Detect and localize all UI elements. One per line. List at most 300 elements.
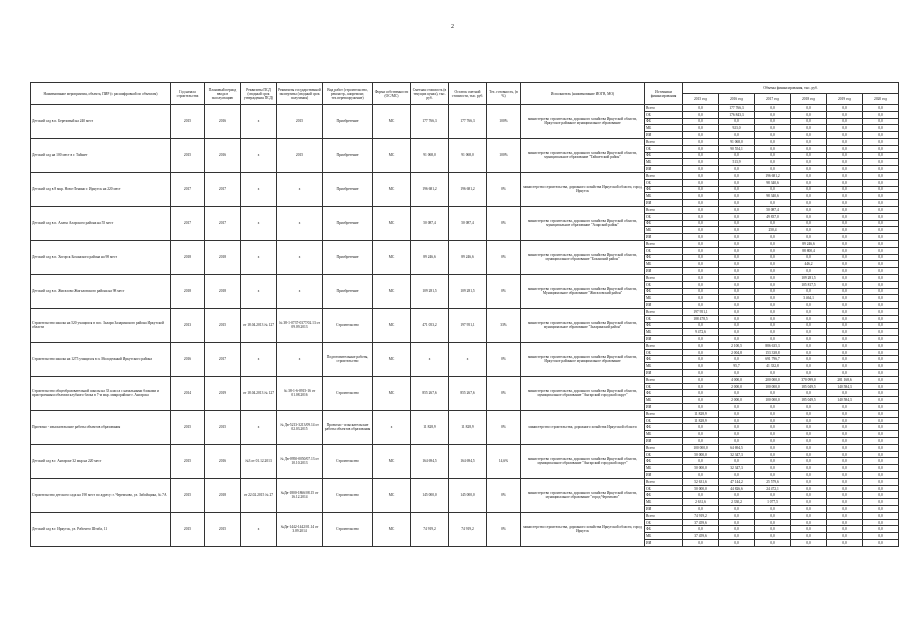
funding-value: 0,0 xyxy=(755,166,791,173)
work-type: Приобретение xyxy=(323,172,373,206)
funding-value: 0,0 xyxy=(791,268,827,275)
funding-value: 0,0 xyxy=(791,512,827,519)
funding-value: 0,0 xyxy=(791,444,827,451)
funding-value: 0,0 xyxy=(827,172,863,179)
funding-value: 0,0 xyxy=(719,492,755,499)
work-type: Подготовительные работы, строительство xyxy=(323,342,373,376)
funding-source: ОБ xyxy=(645,179,683,186)
funding-value: 0,0 xyxy=(755,159,791,166)
funding-value: 11 828,9 xyxy=(683,417,719,424)
funding-value: 0,0 xyxy=(719,213,755,220)
funding-value: 0,0 xyxy=(827,458,863,465)
funding-value: 0,0 xyxy=(755,444,791,451)
funding-value: 0,0 xyxy=(755,410,791,417)
funding-value: 0,0 xyxy=(755,118,791,125)
funding-value: 0,0 xyxy=(755,540,791,547)
funding-value: 0,0 xyxy=(791,492,827,499)
object-name: Детский сад в г. Ангарске 32 мкр на 220 мест xyxy=(31,444,171,478)
funding-value: 0,0 xyxy=(683,240,719,247)
remaining-cost: 855 267,6 xyxy=(449,376,487,410)
funding-source: Всего xyxy=(645,138,683,145)
funding-value: 0,0 xyxy=(863,336,899,343)
funding-value: 0,0 xyxy=(863,254,899,261)
funding-value: 0,0 xyxy=(791,410,827,417)
funding-value: 2 004,8 xyxy=(719,349,755,356)
commission-period: 2015 xyxy=(205,512,241,546)
funding-source: ИИ xyxy=(645,234,683,241)
funding-value: 0,0 xyxy=(863,458,899,465)
object-name: Детский сад в 8 мкр. Ново-Ленино г. Иркутск на 220 мест xyxy=(31,172,171,206)
funding-value: 0,0 xyxy=(827,506,863,513)
work-type: Строительство xyxy=(323,376,373,410)
funding-value: 0,0 xyxy=(863,132,899,139)
funding-value: 1 077,5 xyxy=(755,499,791,506)
funding-value: 0,0 xyxy=(863,540,899,547)
funding-value: 0,0 xyxy=(791,227,827,234)
funding-value: 0,0 xyxy=(755,261,791,268)
funding-value: 0,0 xyxy=(683,138,719,145)
funding-value: 185 049,5 xyxy=(791,383,827,390)
funding-source: ОБ xyxy=(645,145,683,152)
funding-value: 41 332,8 xyxy=(755,363,791,370)
executor: министерство строительства, дорожного хозяйства Иркутской области, муниципальное образование "Ангарский городской округ" xyxy=(521,444,645,478)
funding-value: 0,0 xyxy=(683,111,719,118)
funding-value: 0,0 xyxy=(863,431,899,438)
estimated-cost: 471 053,2 xyxy=(411,308,449,342)
remaining-cost: 196 681,2 xyxy=(449,172,487,206)
funding-value: 0,0 xyxy=(863,186,899,193)
funding-value: 0,0 xyxy=(863,172,899,179)
funding-value: 0,0 xyxy=(827,281,863,288)
funding-value: 0,0 xyxy=(755,308,791,315)
funding-value: 0,0 xyxy=(827,193,863,200)
funding-value: 0,0 xyxy=(719,193,755,200)
funding-value: 0,0 xyxy=(791,254,827,261)
funding-value: 0,0 xyxy=(719,526,755,533)
readiness: 100% xyxy=(487,138,521,172)
funding-value: 0,0 xyxy=(863,349,899,356)
start-year: 2017 xyxy=(171,172,205,206)
work-type: Приобретение xyxy=(323,274,373,308)
readiness: 0% xyxy=(487,274,521,308)
funding-value: 0,0 xyxy=(683,227,719,234)
funding-value: 0,0 xyxy=(863,451,899,458)
funding-source: ОБ xyxy=(645,349,683,356)
funding-value: 0,0 xyxy=(683,159,719,166)
funding-value: 370 099,0 xyxy=(791,376,827,383)
funding-value: 0,0 xyxy=(863,404,899,411)
funding-value: 0,0 xyxy=(863,247,899,254)
funding-value: 0,0 xyxy=(755,438,791,445)
col-header-cost: Сметная стоимость (в текущих ценах), тыс. руб. xyxy=(411,83,449,105)
ownership: МС xyxy=(373,444,411,478)
object-name: Строительство детского сада на 190 мест по адресу: г. Черемхово, ул. Забойщика, № 7А xyxy=(31,478,171,512)
funding-value: 0,0 xyxy=(863,417,899,424)
col-header-year: 2017 год xyxy=(755,94,791,105)
funding-value: 0,0 xyxy=(791,336,827,343)
funding-value: 50 000,0 xyxy=(683,465,719,472)
table-row xyxy=(31,274,899,281)
funding-value: 3 464,1 xyxy=(791,295,827,302)
funding-value: 0,0 xyxy=(863,315,899,322)
funding-value: 0,0 xyxy=(755,519,791,526)
funding-value: 0,0 xyxy=(683,404,719,411)
funding-value: 0,0 xyxy=(827,499,863,506)
funding-value: 0,0 xyxy=(719,410,755,417)
funding-value: 0,0 xyxy=(827,295,863,302)
col-header-year: 2020 год xyxy=(863,94,899,105)
funding-value: 0,0 xyxy=(791,390,827,397)
funding-value: 250,4 xyxy=(755,227,791,234)
funding-value: 0,0 xyxy=(827,431,863,438)
funding-value: 0,0 xyxy=(719,152,755,159)
funding-value: 0,0 xyxy=(791,424,827,431)
funding-value: 0,0 xyxy=(719,132,755,139)
funding-value: 0,0 xyxy=(827,478,863,485)
funding-value: 24 472,1 xyxy=(755,485,791,492)
funding-source: ФБ xyxy=(645,526,683,533)
remaining-cost: 197 951,1 xyxy=(449,308,487,342)
funding-source: ИИ xyxy=(645,404,683,411)
funding-source: ОБ xyxy=(645,281,683,288)
funding-value: 0,0 xyxy=(863,322,899,329)
object-name: Детский сад в п. Березовый на 240 мест xyxy=(31,105,171,139)
funding-source: ИИ xyxy=(645,472,683,479)
funding-value: 0,0 xyxy=(755,492,791,499)
col-header-year: 2016 год xyxy=(719,94,755,105)
funding-source: Всего xyxy=(645,274,683,281)
funding-value: 0,0 xyxy=(683,125,719,132)
funding-value: 0,0 xyxy=(719,336,755,343)
funding-value: 25 579,6 xyxy=(755,478,791,485)
funding-value: 0,0 xyxy=(719,540,755,547)
funding-value: 0,0 xyxy=(863,465,899,472)
funding-source: МБ xyxy=(645,227,683,234)
funding-source: МБ xyxy=(645,431,683,438)
funding-source: ФБ xyxy=(645,152,683,159)
funding-value: 0,0 xyxy=(791,308,827,315)
funding-value: 0,0 xyxy=(863,383,899,390)
funding-value: 0,0 xyxy=(755,458,791,465)
funding-value: 0,0 xyxy=(827,390,863,397)
funding-value: 0,0 xyxy=(827,472,863,479)
funding-source: ФБ xyxy=(645,356,683,363)
funding-value: 0,0 xyxy=(719,227,755,234)
funding-value: 0,0 xyxy=(791,213,827,220)
funding-value: 0,0 xyxy=(755,336,791,343)
start-year: 2015 xyxy=(171,478,205,512)
funding-value: 0,0 xyxy=(683,105,719,112)
funding-value: 0,0 xyxy=(683,268,719,275)
expertise-details: х xyxy=(277,172,323,206)
funding-value: 0,0 xyxy=(719,512,755,519)
funding-value: 0,0 xyxy=(683,472,719,479)
table-row xyxy=(31,342,899,349)
funding-value: 0,0 xyxy=(719,356,755,363)
funding-value: 0,0 xyxy=(827,492,863,499)
object-name: Детский сад в п. Хогорск Боханского района на 98 мест xyxy=(31,240,171,274)
funding-value: 0,0 xyxy=(863,200,899,207)
funding-value: 0,0 xyxy=(791,329,827,336)
funding-value: 0,0 xyxy=(827,329,863,336)
funding-value: 0,0 xyxy=(683,383,719,390)
funding-value: 0,0 xyxy=(827,159,863,166)
funding-value: 196 681,2 xyxy=(755,172,791,179)
funding-value: 0,0 xyxy=(755,465,791,472)
funding-value: 0,0 xyxy=(683,152,719,159)
funding-value: 0,0 xyxy=(755,145,791,152)
funding-value: 0,0 xyxy=(683,220,719,227)
funding-value: 0,0 xyxy=(827,105,863,112)
expertise-details: х xyxy=(277,206,323,240)
funding-value: 185 049,5 xyxy=(791,397,827,404)
funding-value: 0,0 xyxy=(683,302,719,309)
funding-value: 0,0 xyxy=(755,315,791,322)
funding-value: 0,0 xyxy=(719,390,755,397)
funding-value: 0,0 xyxy=(791,526,827,533)
funding-value: 0,0 xyxy=(863,308,899,315)
funding-value: 0,0 xyxy=(791,342,827,349)
funding-value: 0,0 xyxy=(827,132,863,139)
readiness: 14,6% xyxy=(487,444,521,478)
funding-source: Всего xyxy=(645,444,683,451)
funding-value: 0,0 xyxy=(755,404,791,411)
funding-value: 0,0 xyxy=(683,295,719,302)
funding-value: 197 951,1 xyxy=(683,308,719,315)
expertise-details: № 38-1-0737-0377/02.13 от 09.09.2013 xyxy=(277,308,323,342)
psd-details: №3 от 01.12.2013 xyxy=(241,444,277,478)
start-year: 2014 xyxy=(171,376,205,410)
funding-value: 0,0 xyxy=(791,132,827,139)
funding-value: 0,0 xyxy=(719,118,755,125)
funding-value: 0,0 xyxy=(755,132,791,139)
col-header-source: Источники финансирования xyxy=(645,83,683,105)
funding-value: 0,0 xyxy=(863,193,899,200)
executor: министерство строительства, дорожного хозяйства Иркутской области, Муниципальное образование "Жигаловский район" xyxy=(521,274,645,308)
start-year: 2018 xyxy=(171,240,205,274)
funding-value: 0,0 xyxy=(719,315,755,322)
funding-value: 0,0 xyxy=(827,308,863,315)
funding-value: 0,0 xyxy=(791,478,827,485)
funding-value: 0,0 xyxy=(827,247,863,254)
col-header-expertise: Реквизиты государственной экспертизы (сводный срок получения) xyxy=(277,83,323,105)
funding-source: Всего xyxy=(645,240,683,247)
funding-value: 0,0 xyxy=(719,254,755,261)
funding-source: Всего xyxy=(645,105,683,112)
funding-value: 0,0 xyxy=(827,152,863,159)
financing-table xyxy=(30,82,899,547)
funding-value: 0,0 xyxy=(791,200,827,207)
funding-value: 0,0 xyxy=(683,540,719,547)
funding-value: 0,0 xyxy=(827,288,863,295)
funding-source: ФБ xyxy=(645,288,683,295)
funding-value: 0,0 xyxy=(863,526,899,533)
funding-value: 0,0 xyxy=(863,519,899,526)
readiness: 33% xyxy=(487,308,521,342)
object-name: Детский сад в п. Жигалово Жигаловского района на 98 мест xyxy=(31,274,171,308)
funding-value: 0,0 xyxy=(863,342,899,349)
table-row xyxy=(31,240,899,247)
funding-source: ИИ xyxy=(645,506,683,513)
funding-value: 2 100,5 xyxy=(719,342,755,349)
funding-value: 0,0 xyxy=(791,417,827,424)
funding-value: 0,0 xyxy=(863,376,899,383)
commission-period: 2015 xyxy=(205,308,241,342)
executor: министерство строительства, дорожного хозяйства Иркутской области, муниципальное образование "Заларинский район" xyxy=(521,308,645,342)
remaining-cost: 109 281,5 xyxy=(449,274,487,308)
funding-value: 91 068,0 xyxy=(719,138,755,145)
remaining-cost: 177 766,3 xyxy=(449,105,487,139)
expertise-details: №Дв-1442-1442/01.14 от 3.09.2014 xyxy=(277,512,323,546)
funding-value: 0,0 xyxy=(791,533,827,540)
ownership: МС xyxy=(373,512,411,546)
funding-value: 0,0 xyxy=(791,472,827,479)
work-type: Приобретение xyxy=(323,105,373,139)
funding-value: 0,0 xyxy=(683,132,719,139)
funding-source: ОБ xyxy=(645,213,683,220)
funding-source: ФБ xyxy=(645,390,683,397)
funding-value: 0,0 xyxy=(755,370,791,377)
funding-value: 0,0 xyxy=(791,179,827,186)
funding-value: 0,0 xyxy=(719,308,755,315)
funding-source: МБ xyxy=(645,533,683,540)
funding-value: 0,0 xyxy=(863,410,899,417)
funding-value: 88 800,4 xyxy=(791,247,827,254)
readiness: 100% xyxy=(487,105,521,139)
funding-value: 0,0 xyxy=(863,179,899,186)
funding-value: 0,0 xyxy=(827,410,863,417)
remaining-cost: х xyxy=(449,342,487,376)
funding-value: 0,0 xyxy=(683,281,719,288)
funding-value: 0,0 xyxy=(683,288,719,295)
start-year: 2016 xyxy=(171,342,205,376)
funding-value: 74 919,2 xyxy=(683,512,719,519)
funding-source: ИИ xyxy=(645,268,683,275)
col-header-year: 2015 год xyxy=(683,94,719,105)
funding-value: 0,0 xyxy=(791,363,827,370)
funding-value: 0,0 xyxy=(755,220,791,227)
funding-value: 0,0 xyxy=(683,261,719,268)
funding-value: 140 584,3 xyxy=(827,397,863,404)
funding-value: 0,0 xyxy=(755,105,791,112)
funding-value: 0,0 xyxy=(863,274,899,281)
work-type: Приобретение xyxy=(323,138,373,172)
psd-details: х xyxy=(241,240,277,274)
funding-value: 0,0 xyxy=(791,465,827,472)
funding-value: 0,0 xyxy=(863,302,899,309)
col-header-rest: Остаток сметной стоимости, тыс. руб. xyxy=(449,83,487,105)
funding-value: 0,0 xyxy=(683,322,719,329)
funding-value: 0,0 xyxy=(827,138,863,145)
funding-value: 0,0 xyxy=(683,424,719,431)
funding-value: 0,0 xyxy=(719,438,755,445)
estimated-cost: 196 681,2 xyxy=(411,172,449,206)
funding-value: 0,0 xyxy=(863,499,899,506)
col-header-year: 2019 год xyxy=(827,94,863,105)
expertise-details: х xyxy=(277,342,323,376)
estimated-cost: 89 246,6 xyxy=(411,240,449,274)
funding-value: 0,0 xyxy=(827,118,863,125)
psd-details: х xyxy=(241,206,277,240)
funding-value: 0,0 xyxy=(791,540,827,547)
funding-value: 0,0 xyxy=(791,438,827,445)
funding-value: 0,0 xyxy=(683,247,719,254)
funding-source: ОБ xyxy=(645,485,683,492)
executor: министерство строительства, дорожного хозяйства Иркутской области, город Иркутск xyxy=(521,512,645,546)
funding-value: 0,0 xyxy=(755,295,791,302)
funding-value: 0,0 xyxy=(863,329,899,336)
funding-value: 0,0 xyxy=(827,186,863,193)
psd-details: х xyxy=(241,512,277,546)
funding-value: 0,0 xyxy=(719,220,755,227)
funding-value: 0,0 xyxy=(755,111,791,118)
funding-value: 0,0 xyxy=(827,179,863,186)
executor: министерство строительства, дорожного хозяйства Иркутской области, город Иркутск xyxy=(521,172,645,206)
funding-value: 4 000,0 xyxy=(719,376,755,383)
funding-value: 95,7 xyxy=(719,363,755,370)
funding-value: 0,0 xyxy=(719,206,755,213)
funding-value: 0,0 xyxy=(791,118,827,125)
expertise-details: 2015 xyxy=(277,105,323,139)
funding-value: 11 828,9 xyxy=(683,410,719,417)
readiness: 0% xyxy=(487,240,521,274)
funding-value: 0,0 xyxy=(863,288,899,295)
funding-value: 64 694,5 xyxy=(719,444,755,451)
funding-value: 98 340,6 xyxy=(755,193,791,200)
commission-period: 2016 xyxy=(205,138,241,172)
remaining-cost: 11 828,9 xyxy=(449,410,487,444)
work-type: Приобретение xyxy=(323,206,373,240)
funding-value: 0,0 xyxy=(719,370,755,377)
funding-value: 0,0 xyxy=(791,356,827,363)
commission-period: 2018 xyxy=(205,478,241,512)
funding-value: 0,0 xyxy=(719,288,755,295)
funding-value: 0,0 xyxy=(791,172,827,179)
funding-value: 0,0 xyxy=(791,506,827,513)
funding-value: 0,0 xyxy=(827,322,863,329)
funding-value: 0,0 xyxy=(827,363,863,370)
funding-value: 0,0 xyxy=(683,526,719,533)
funding-value: 0,0 xyxy=(791,193,827,200)
funding-value: 0,0 xyxy=(791,166,827,173)
estimated-cost: 177 766,3 xyxy=(411,105,449,139)
funding-value: 923,0 xyxy=(719,125,755,132)
funding-value: 0,0 xyxy=(863,397,899,404)
start-year: 2015 xyxy=(171,410,205,444)
funding-value: 0,0 xyxy=(683,431,719,438)
funding-value: 0,0 xyxy=(683,274,719,281)
funding-value: 0,0 xyxy=(791,145,827,152)
expertise-details: № 38-1-6-0915-16 от 01.08.2016 xyxy=(277,376,323,410)
funding-value: 0,0 xyxy=(683,376,719,383)
funding-value: 0,0 xyxy=(755,288,791,295)
funding-value: 0,0 xyxy=(827,370,863,377)
funding-source: ИИ xyxy=(645,438,683,445)
ownership: МС xyxy=(373,478,411,512)
funding-value: 0,0 xyxy=(863,268,899,275)
funding-value: 109 281,5 xyxy=(791,274,827,281)
funding-source: ИИ xyxy=(645,370,683,377)
funding-value: 50 087,4 xyxy=(755,206,791,213)
psd-details: х xyxy=(241,274,277,308)
funding-value: 0,0 xyxy=(719,431,755,438)
psd-details: от 22.02.2015 № 27 xyxy=(241,478,277,512)
funding-value: 0,0 xyxy=(791,125,827,132)
funding-value: 0,0 xyxy=(719,274,755,281)
readiness: 0% xyxy=(487,478,521,512)
funding-value: 0,0 xyxy=(683,458,719,465)
funding-value: 513,9 xyxy=(719,159,755,166)
